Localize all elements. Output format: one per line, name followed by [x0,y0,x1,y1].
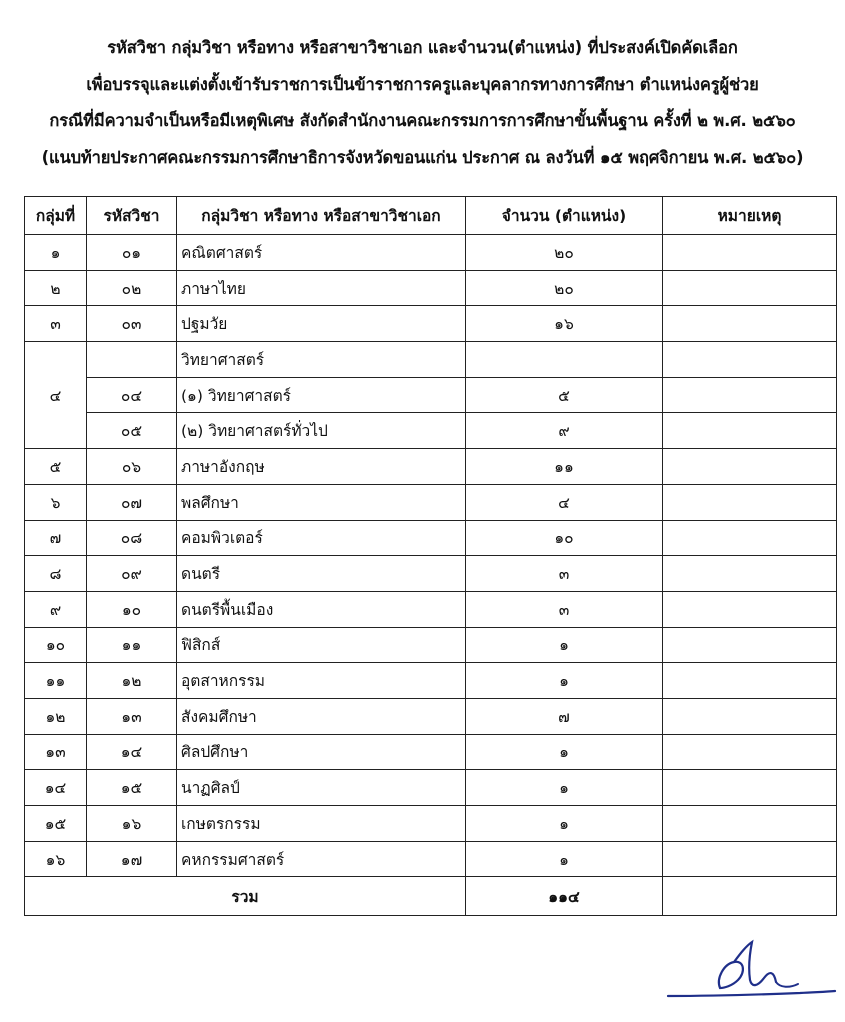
note-cell [663,841,837,877]
subject-cell: วิทยาศาสตร์ [177,342,466,378]
group-cell: ๑๑ [25,663,87,699]
note-cell [663,698,837,734]
table-row [25,556,837,592]
count-cell: ๙ [466,413,663,449]
count-cell: ๒๐ [466,270,663,306]
code-cell: ๐๘ [87,520,177,556]
table-row [25,306,837,342]
table-row [25,770,837,806]
header-line-1: รหัสวิชา กลุ่มวิชา หรือทาง หรือสาขาวิชาเอก และจำนวน(ตำแหน่ง) ที่ประสงค์เปิดคัดเลือก [107,38,738,57]
code-cell: ๑๗ [87,841,177,877]
column-header-code: รหัสวิชา [87,197,177,235]
subject-cell: ดนตรี [177,556,466,592]
subject-cell: (๒) วิทยาศาสตร์ทั่วไป [177,413,466,449]
note-cell [663,449,837,485]
column-header-name: กลุ่มวิชา หรือทาง หรือสาขาวิชาเอก [177,197,466,235]
subject-cell: คหกรรมศาสตร์ [177,841,466,877]
group-cell: ๑๒ [25,698,87,734]
count-cell: ๒๐ [466,235,663,271]
column-header-count: จำนวน (ตำแหน่ง) [466,197,663,235]
subject-cell: สังคมศึกษา [177,698,466,734]
total-note-cell [663,877,837,916]
group-cell: ๑๔ [25,770,87,806]
code-cell: ๐๗ [87,484,177,520]
note-cell [663,734,837,770]
count-cell: ๕ [466,377,663,413]
group-cell: ๑๖ [25,841,87,877]
code-cell: ๐๔ [87,377,177,413]
group-cell: ๑๕ [25,806,87,842]
group-cell: ๕ [25,449,87,485]
count-cell: ๑๐ [466,520,663,556]
table-row [25,520,837,556]
group-cell: ๑๓ [25,734,87,770]
count-cell: ๗ [466,698,663,734]
group-cell: ๖ [25,484,87,520]
count-cell: ๑ [466,841,663,877]
total-row [25,877,837,916]
code-cell: ๐๑ [87,235,177,271]
note-cell [663,663,837,699]
table-row [25,235,837,271]
code-cell: ๑๒ [87,663,177,699]
table-row [25,806,837,842]
header-line-3: กรณีที่มีความจำเป็นหรือมีเหตุพิเศษ สังกัดสำนักงานคณะกรรมการการศึกษาขั้นพื้นฐาน ครั้งที่ ๒ พ.ศ. ๒๕๖๐ [49,111,796,130]
count-cell: ๑ [466,627,663,663]
subject-cell: (๑) วิทยาศาสตร์ [177,377,466,413]
table-row [25,377,837,413]
group-cell: ๒ [25,270,87,306]
count-cell [466,342,663,378]
count-cell: ๑ [466,734,663,770]
code-cell: ๐๓ [87,306,177,342]
document-header [0,30,845,176]
column-header-group: กลุ่มที่ [25,197,87,235]
note-cell [663,556,837,592]
count-cell: ๑๑ [466,449,663,485]
note-cell [663,306,837,342]
subject-cell: อุตสาหกรรม [177,663,466,699]
group-cell: ๑ [25,235,87,271]
code-cell: ๑๑ [87,627,177,663]
code-cell: ๑๓ [87,698,177,734]
count-cell: ๓ [466,556,663,592]
table-row [25,591,837,627]
table-row [25,413,837,449]
group-cell: ๘ [25,556,87,592]
column-header-note: หมายเหตุ [663,197,837,235]
group-cell: ๗ [25,520,87,556]
note-cell [663,377,837,413]
count-cell: ๑ [466,770,663,806]
group-cell: ๔ [25,342,87,449]
count-cell: ๓ [466,591,663,627]
signature-icon [660,938,840,1008]
group-cell: ๑๐ [25,627,87,663]
note-cell [663,770,837,806]
subject-cell: คอมพิวเตอร์ [177,520,466,556]
count-cell: ๑๖ [466,306,663,342]
subject-cell: ปฐมวัย [177,306,466,342]
table-row [25,449,837,485]
note-cell [663,806,837,842]
table-row [25,663,837,699]
code-cell: ๑๐ [87,591,177,627]
table-header-row [25,197,837,235]
subject-cell: นาฏศิลป์ [177,770,466,806]
count-cell: ๑ [466,663,663,699]
subject-cell: เกษตรกรรม [177,806,466,842]
positions-table [24,196,837,916]
subject-cell: ภาษาไทย [177,270,466,306]
table-row [25,841,837,877]
table-row [25,484,837,520]
table-row [25,270,837,306]
subject-cell: พลศึกษา [177,484,466,520]
table-row [25,734,837,770]
note-cell [663,235,837,271]
subject-cell: ภาษาอังกฤษ [177,449,466,485]
total-value: ๑๑๔ [466,877,663,916]
note-cell [663,591,837,627]
table-row [25,342,837,378]
table-row [25,627,837,663]
subject-cell: คณิตศาสตร์ [177,235,466,271]
count-cell: ๑ [466,806,663,842]
total-label: รวม [25,877,466,916]
subject-cell: ฟิสิกส์ [177,627,466,663]
table-row [25,698,837,734]
header-line-4: (แนบท้ายประกาศคณะกรรมการศึกษาธิการจังหวัดขอนแก่น ประกาศ ณ ลงวันที่ ๑๕ พฤศจิกายน พ.ศ. ๒๕๖๐) [41,147,804,167]
subject-cell: ศิลปศึกษา [177,734,466,770]
group-cell: ๙ [25,591,87,627]
note-cell [663,342,837,378]
note-cell [663,413,837,449]
subject-cell: ดนตรีพื้นเมือง [177,591,466,627]
code-cell: ๐๙ [87,556,177,592]
note-cell [663,627,837,663]
note-cell [663,270,837,306]
code-cell: ๑๕ [87,770,177,806]
note-cell [663,520,837,556]
code-cell: ๐๕ [87,413,177,449]
code-cell: ๐๖ [87,449,177,485]
code-cell: ๑๔ [87,734,177,770]
code-cell [87,342,177,378]
note-cell [663,484,837,520]
code-cell: ๑๖ [87,806,177,842]
group-cell: ๓ [25,306,87,342]
count-cell: ๔ [466,484,663,520]
header-line-2: เพื่อบรรจุและแต่งตั้งเข้ารับราชการเป็นข้าราชการครูและบุคลากรทางการศึกษา ตำแหน่งครูผู้ช่วย [86,74,759,94]
code-cell: ๐๒ [87,270,177,306]
